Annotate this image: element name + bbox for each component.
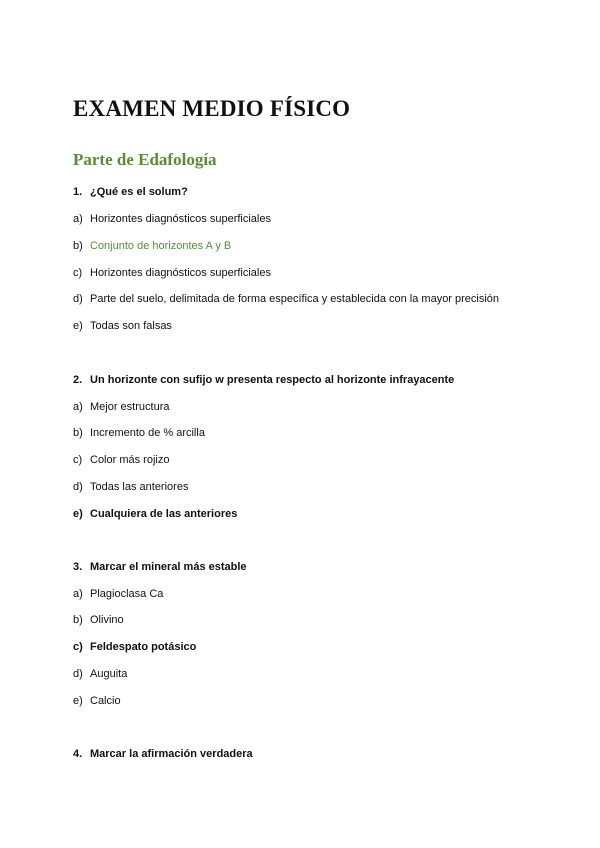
question-3 xyxy=(73,561,247,573)
option-label: d) xyxy=(73,481,83,493)
option-label: b) xyxy=(73,427,83,439)
option-label: b) xyxy=(73,240,83,252)
option-text: Todas las anteriores xyxy=(90,481,189,493)
option-text: Olivino xyxy=(90,614,124,626)
question-4 xyxy=(73,748,253,760)
option-text: Todas son falsas xyxy=(90,320,172,332)
option-label: a) xyxy=(73,213,83,225)
option-label: e) xyxy=(73,695,83,707)
option-3a xyxy=(73,588,163,600)
option-text: Horizontes diagnósticos superficiales xyxy=(90,267,271,279)
option-3b xyxy=(73,614,124,626)
option-2d xyxy=(73,481,188,493)
option-text: Horizontes diagnósticos superficiales xyxy=(90,213,271,225)
question-number: 4. xyxy=(73,748,83,760)
option-2b xyxy=(73,427,205,439)
question-text: ¿Qué es el solum? xyxy=(90,186,188,198)
question-text: Marcar el mineral más estable xyxy=(90,561,247,573)
option-1b xyxy=(73,240,231,252)
option-3d xyxy=(73,668,127,680)
option-label: e) xyxy=(73,320,83,332)
option-text-correct: Conjunto de horizontes A y B xyxy=(90,240,232,252)
option-text-correct: Cualquiera de las anteriores xyxy=(90,508,238,520)
option-text: Parte del suelo, delimitada de forma específica y establecida con la mayor precisión xyxy=(90,293,500,305)
question-1 xyxy=(73,186,188,198)
option-label: b) xyxy=(73,614,83,626)
page-title: EXAMEN MEDIO FÍSICO xyxy=(73,96,351,121)
option-text: Auguita xyxy=(90,668,128,680)
option-2e xyxy=(73,508,237,520)
option-label: e) xyxy=(73,508,83,520)
option-text: Color más rojizo xyxy=(90,454,170,466)
question-number: 1. xyxy=(73,186,83,198)
question-2 xyxy=(73,374,454,386)
option-text: Plagioclasa Ca xyxy=(90,588,164,600)
option-2a xyxy=(73,401,169,413)
option-text-correct: Feldespato potásico xyxy=(90,641,197,653)
option-3e xyxy=(73,695,121,707)
option-label: a) xyxy=(73,588,83,600)
question-text: Un horizonte con sufijo w presenta respecto al horizonte infrayacente xyxy=(90,374,455,386)
option-2c xyxy=(73,454,169,466)
option-text: Calcio xyxy=(90,695,121,707)
option-text: Incremento de % arcilla xyxy=(90,427,205,439)
question-number: 3. xyxy=(73,561,83,573)
option-1d xyxy=(73,293,499,305)
option-label: d) xyxy=(73,668,83,680)
option-label: a) xyxy=(73,401,83,413)
option-1c xyxy=(73,267,271,279)
option-label: c) xyxy=(73,454,83,466)
option-label: c) xyxy=(73,267,83,279)
question-text: Marcar la afirmación verdadera xyxy=(90,748,253,760)
option-label: c) xyxy=(73,641,83,653)
option-text: Mejor estructura xyxy=(90,401,170,413)
option-label: d) xyxy=(73,293,83,305)
option-1a xyxy=(73,213,271,225)
option-3c xyxy=(73,641,196,653)
question-number: 2. xyxy=(73,374,83,386)
option-1e xyxy=(73,320,172,332)
section-heading: Parte de Edafología xyxy=(73,150,217,169)
